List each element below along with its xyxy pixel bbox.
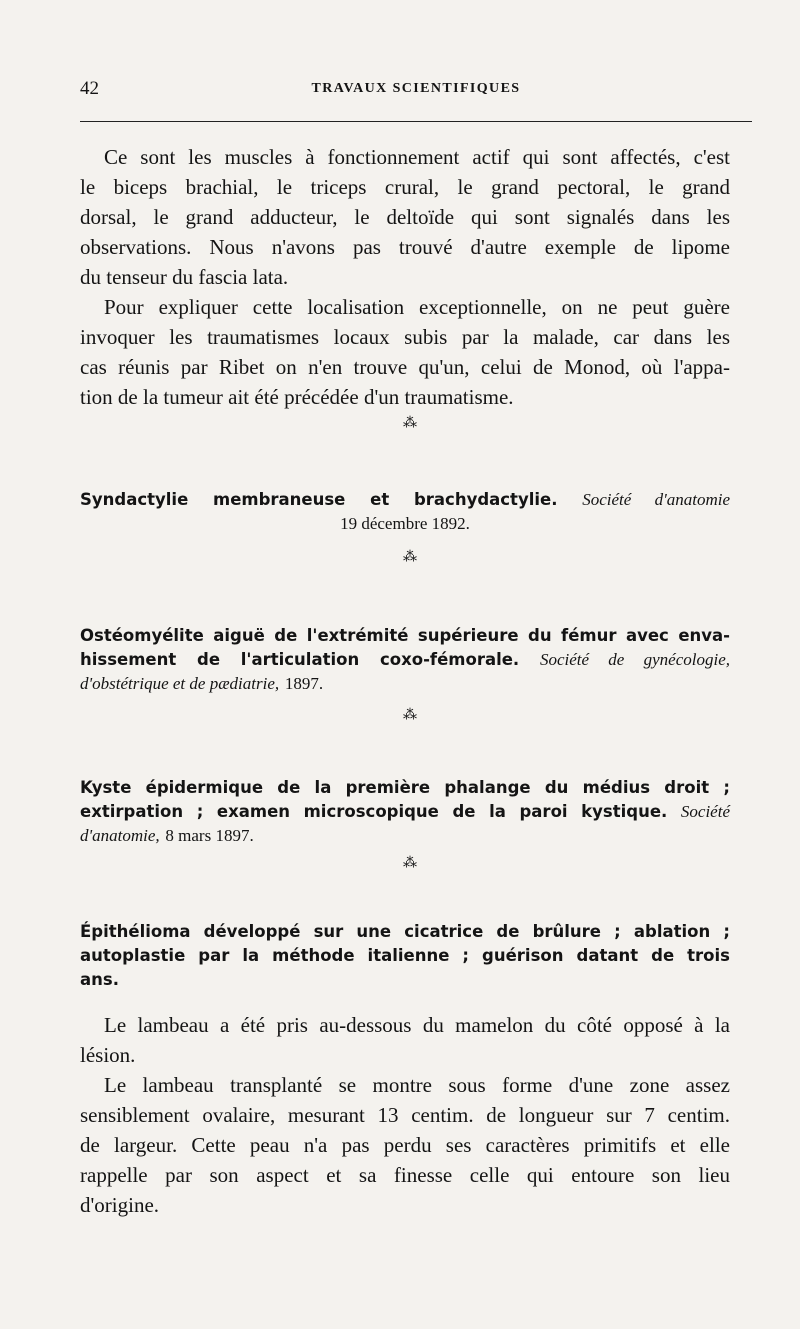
- text-line: invoquer les traumatismes locaux subis par la malade, car dans les: [80, 325, 730, 349]
- text-line: le biceps brachial, le triceps crural, le grand pectoral, le grand: [80, 175, 730, 199]
- section-title-line: Ostéomyélite aiguë de l'extrémité supérieure du fémur avec enva-: [80, 626, 730, 645]
- journal-name: Société d'anatomie: [582, 490, 730, 509]
- text-line: du tenseur du fascia lata.: [80, 265, 289, 289]
- journal-name: d'obstétrique et de pædiatrie,: [80, 674, 280, 693]
- asterism-separator: ⁂: [403, 856, 417, 871]
- text-line: rappelle par son aspect et sa finesse celle qui entoure son lieu: [80, 1163, 730, 1187]
- header-rule: [80, 121, 752, 122]
- section-osteomyelite: [80, 624, 730, 696]
- asterism-separator: ⁂: [403, 708, 417, 723]
- text-line: lésion.: [80, 1043, 136, 1067]
- section-title-line: hissement de l'articulation coxo-fémorale. Société de gynécologie,: [80, 650, 730, 669]
- asterism-separator: ⁂: [403, 416, 417, 431]
- section-epithelioma: [80, 920, 730, 992]
- text-line: observations. Nous n'avons pas trouvé d'autre exemple de lipome: [80, 235, 730, 259]
- text-line: cas réunis par Ribet on n'en trouve qu'un, celui de Monod, où l'appa-: [80, 355, 730, 379]
- journal-name: d'anatomie,: [80, 826, 160, 845]
- journal-name: Société de gynécologie,: [539, 650, 730, 669]
- journal-name: Société: [680, 802, 730, 821]
- section-date: 19 décembre 1892.: [340, 514, 470, 533]
- text-line: d'origine.: [80, 1193, 160, 1217]
- section-title-line: ans.: [80, 970, 119, 989]
- text-line: tion de la tumeur ait été précédée d'un traumatisme.: [80, 385, 514, 409]
- text-line: de largeur. Cette peau n'a pas perdu ses caractères primitifs et elle: [80, 1133, 730, 1157]
- asterism-separator: ⁂: [403, 550, 417, 565]
- section-syndactylie: [80, 488, 730, 536]
- text-line: Ce sont les muscles à fonctionnement actif qui sont affectés, c'est: [104, 145, 730, 169]
- section-title-line: Syndactylie membraneuse et brachydactylie. Société d'anatomie: [80, 490, 730, 509]
- text-line: Le lambeau transplanté se montre sous forme d'une zone assez: [104, 1073, 730, 1097]
- section-source-line: d'anatomie, 8 mars 1897.: [80, 826, 254, 845]
- section-title-line: Kyste épidermique de la première phalange du médius droit ;: [80, 778, 730, 797]
- running-header: [80, 78, 752, 108]
- text-line: sensiblement ovalaire, mesurant 13 centim. de longueur sur 7 centim.: [80, 1103, 730, 1127]
- section-source-line: d'obstétrique et de pædiatrie, 1897.: [80, 674, 324, 693]
- paragraph-localisation: [80, 292, 730, 412]
- text-line: dorsal, le grand adducteur, le deltoïde qui sont signalés dans les: [80, 205, 730, 229]
- text-line: Pour expliquer cette localisation exceptionnelle, on ne peut guère: [104, 295, 730, 319]
- running-title: TRAVAUX SCIENTIFIQUES: [311, 81, 521, 96]
- paragraph-lambeau: [80, 1010, 730, 1070]
- text-line: Le lambeau a été pris au-dessous du mamelon du côté opposé à la: [104, 1013, 730, 1037]
- paragraph-lambeau-transplante: [80, 1070, 730, 1220]
- section-title-line: extirpation ; examen microscopique de la paroi kystique. Société: [80, 802, 730, 821]
- paragraph-muscles: [80, 142, 730, 292]
- section-kyste: [80, 776, 730, 848]
- section-title-line: autoplastie par la méthode italienne ; guérison datant de trois: [80, 946, 730, 965]
- page-number: 42: [80, 78, 99, 99]
- section-title-line: Épithélioma développé sur une cicatrice de brûlure ; ablation ;: [80, 922, 730, 941]
